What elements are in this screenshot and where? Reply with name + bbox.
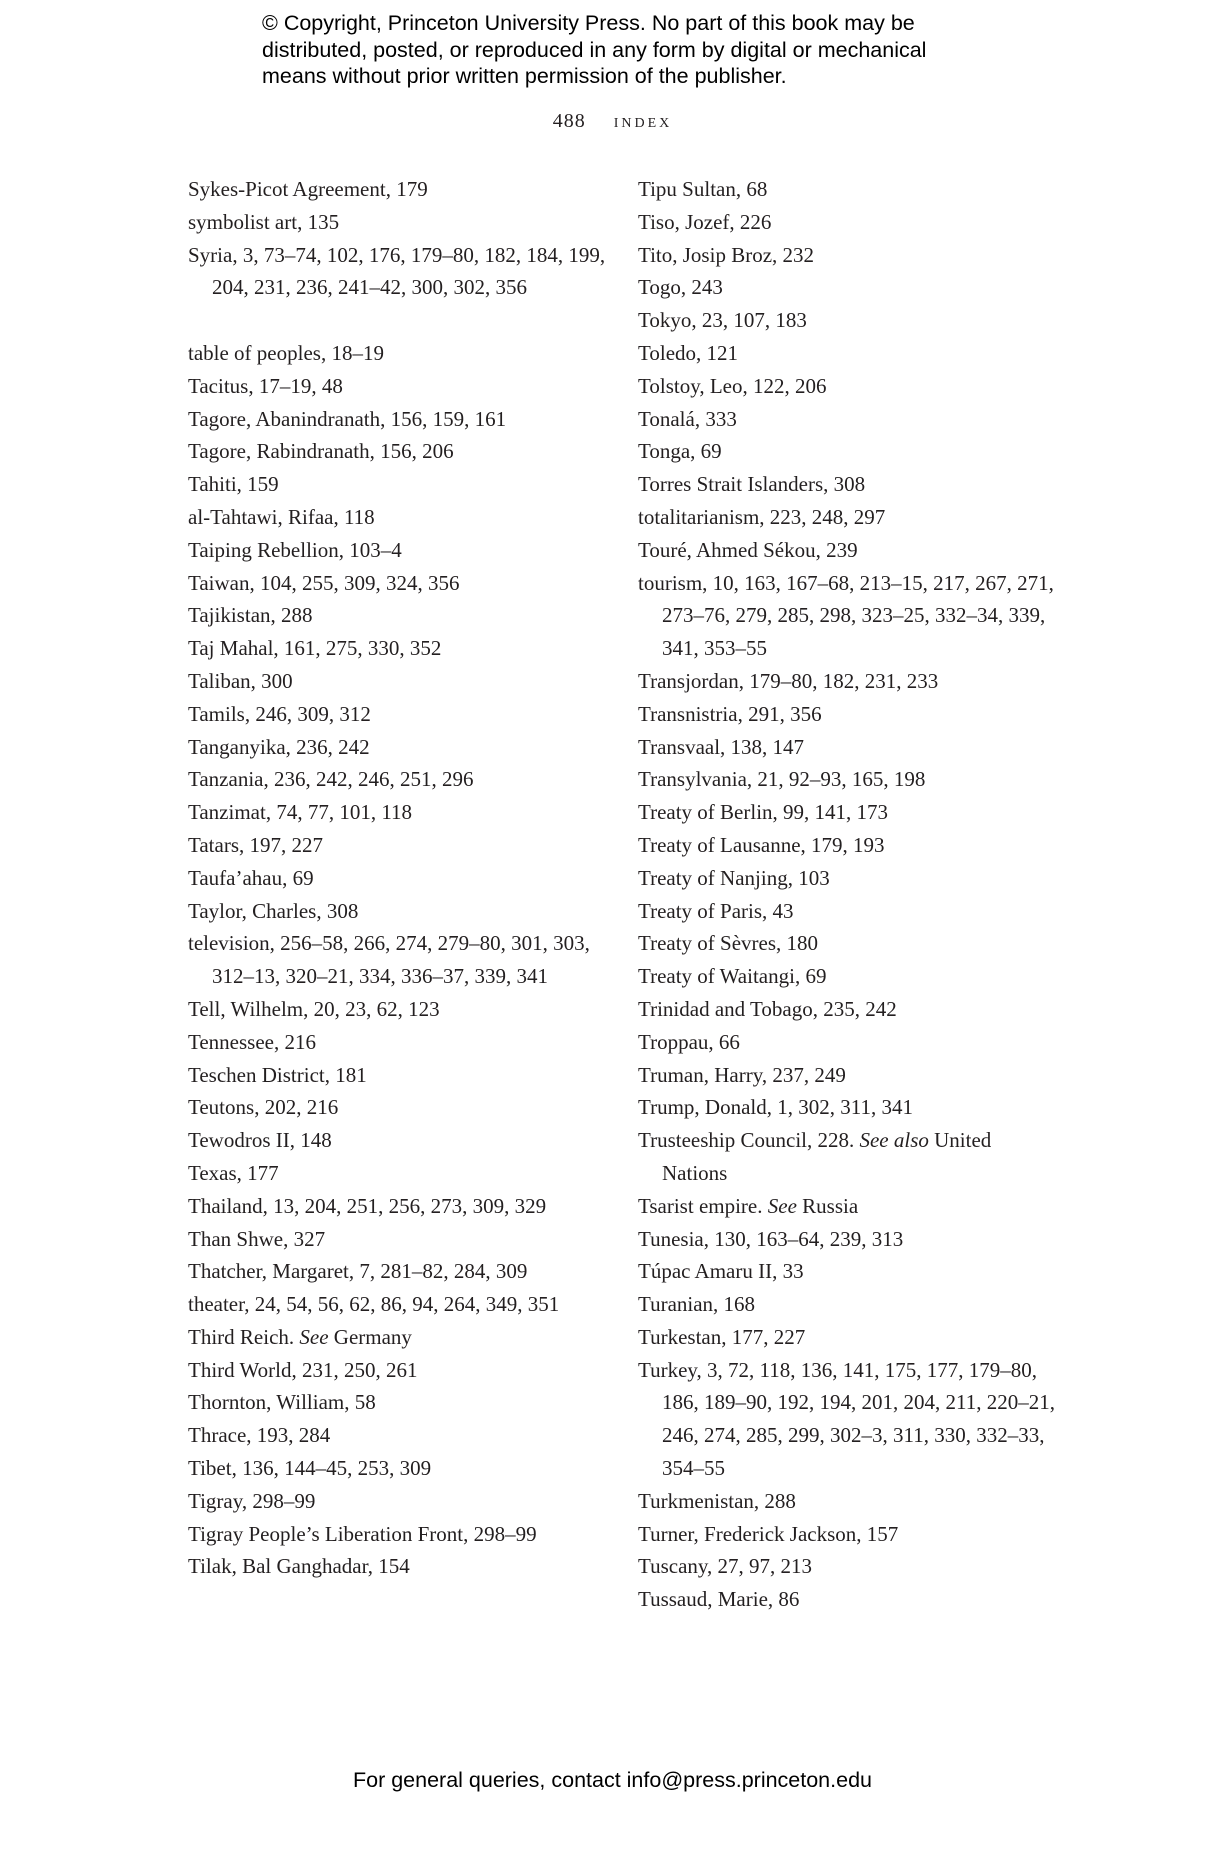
index-entry-text: Teutons, 202, 216 bbox=[188, 1095, 339, 1120]
index-entry-text: Thatcher, Margaret, 7, 281–82, 284, 309 bbox=[188, 1259, 528, 1284]
index-entry-text: al-Tahtawi, Rifaa, 118 bbox=[188, 504, 375, 529]
index-entry bbox=[638, 567, 1058, 665]
index-entry bbox=[188, 1419, 618, 1452]
index-entry bbox=[188, 173, 618, 206]
index-column-right bbox=[638, 173, 1058, 1616]
index-entry-text: Transvaal, 138, 147 bbox=[638, 734, 805, 759]
index-entry-text: totalitarianism, 223, 248, 297 bbox=[638, 504, 886, 529]
index-entry bbox=[188, 1190, 618, 1223]
index-entry-text: tourism, 10, 163, 167–68, 213–15, 217, 267, 271, 273–76, 279, 285, 298, 323–25, 332–34, 339, 341, 353–55 bbox=[638, 570, 1054, 661]
index-entry-text: Texas, 177 bbox=[188, 1160, 279, 1185]
index-entry bbox=[638, 796, 1058, 829]
index-entry-text: theater, 24, 54, 56, 62, 86, 94, 264, 349, 351 bbox=[188, 1292, 560, 1317]
index-entry-text: Trump, Donald, 1, 302, 311, 341 bbox=[638, 1095, 913, 1120]
index-entry bbox=[188, 534, 618, 567]
index-entry bbox=[638, 435, 1058, 468]
index-entry bbox=[188, 435, 618, 468]
index-entry bbox=[188, 1321, 618, 1354]
index-entry-text: Tibet, 136, 144–45, 253, 309 bbox=[188, 1456, 432, 1481]
index-entry-text: Taj Mahal, 161, 275, 330, 352 bbox=[188, 636, 442, 661]
index-entry bbox=[188, 1288, 618, 1321]
index-entry-text: Tipu Sultan, 68 bbox=[638, 177, 768, 201]
index-entry bbox=[188, 468, 618, 501]
index-entry-text: Transnistria, 291, 356 bbox=[638, 701, 822, 726]
copyright-notice: © Copyright, Princeton University Press. No part of this book may be distributed, posted, or reproduced in any form by digital or mechanical means without prior written permission of the publisher. bbox=[262, 11, 927, 88]
page-number: 488 bbox=[552, 110, 586, 132]
index-entry bbox=[188, 731, 618, 764]
index-entry bbox=[638, 1321, 1058, 1354]
index-entry bbox=[188, 829, 618, 862]
index-entry-text: Third Reich. bbox=[188, 1324, 300, 1349]
index-entry-text: Syria, 3, 73–74, 102, 176, 179–80, 182, 184, 199, 204, 231, 236, 241–42, 300, 302, 356 bbox=[188, 242, 606, 300]
index-entry bbox=[188, 370, 618, 403]
index-entry-text: symbolist art, 135 bbox=[188, 209, 340, 234]
cross-reference-label: See bbox=[299, 1324, 329, 1349]
index-entry bbox=[188, 1124, 618, 1157]
index-entry-text: Tennessee, 216 bbox=[188, 1029, 316, 1054]
index-entry-text: Tahiti, 159 bbox=[188, 472, 279, 497]
index-entry-text: Treaty of Lausanne, 179, 193 bbox=[638, 832, 885, 857]
index-entry bbox=[638, 534, 1058, 567]
index-entry-text: Trusteeship Council, 228. bbox=[638, 1128, 860, 1153]
index-entry bbox=[188, 1059, 618, 1092]
index-entry-text: Taylor, Charles, 308 bbox=[188, 898, 359, 923]
index-entry-text: Tanzania, 236, 242, 246, 251, 296 bbox=[188, 767, 474, 792]
index-entry-text: Tolstoy, Leo, 122, 206 bbox=[638, 373, 827, 398]
index-entry bbox=[638, 960, 1058, 993]
index-entry bbox=[638, 829, 1058, 862]
index-entry-text: Touré, Ahmed Sékou, 239 bbox=[638, 537, 858, 562]
index-entry-text: Thailand, 13, 204, 251, 256, 273, 309, 329 bbox=[188, 1193, 547, 1218]
index-entry bbox=[638, 731, 1058, 764]
index-entry-text: Tilak, Bal Ganghadar, 154 bbox=[188, 1554, 410, 1579]
index-entry bbox=[638, 1091, 1058, 1124]
index-entry-text: Transjordan, 179–80, 182, 231, 233 bbox=[638, 668, 939, 693]
index-entry bbox=[188, 895, 618, 928]
index-entry bbox=[638, 1124, 1058, 1190]
index-entry-text: Tigray, 298–99 bbox=[188, 1488, 316, 1513]
index-entry bbox=[638, 1190, 1058, 1223]
index-entry bbox=[638, 370, 1058, 403]
index-entry-text: Togo, 243 bbox=[638, 275, 723, 300]
index-entry bbox=[188, 1223, 618, 1256]
index-entry bbox=[188, 927, 618, 993]
index-entry bbox=[188, 1518, 618, 1551]
index-entry-text: Tagore, Rabindranath, 156, 206 bbox=[188, 439, 454, 464]
index-entry-text: Tanganyika, 236, 242 bbox=[188, 734, 370, 759]
index-entry bbox=[638, 304, 1058, 337]
index-entry bbox=[638, 173, 1058, 206]
index-entry-text: Tanzimat, 74, 77, 101, 118 bbox=[188, 800, 413, 825]
index-entry-text: Tigray People’s Liberation Front, 298–99 bbox=[188, 1521, 537, 1546]
section-title: index bbox=[613, 110, 673, 132]
index-entry-text: television, 256–58, 266, 274, 279–80, 301, 303, 312–13, 320–21, 334, 336–37, 339, 341 bbox=[188, 931, 590, 989]
index-entry-text: Teschen District, 181 bbox=[188, 1062, 367, 1087]
index-entry bbox=[638, 895, 1058, 928]
index-entry-text: Taliban, 300 bbox=[188, 668, 293, 693]
index-entry-text: Treaty of Paris, 43 bbox=[638, 898, 794, 923]
index-entry-text: Tagore, Abanindranath, 156, 159, 161 bbox=[188, 406, 507, 431]
index-entry bbox=[638, 1354, 1058, 1485]
index-entry-text: Taufa’ahau, 69 bbox=[188, 865, 314, 890]
index-entry bbox=[188, 501, 618, 534]
index-entry-text: Tonga, 69 bbox=[638, 439, 722, 464]
index-entry-text: Treaty of Sèvres, 180 bbox=[638, 931, 819, 956]
index-column-left bbox=[188, 173, 618, 1583]
index-entry bbox=[638, 1485, 1058, 1518]
index-entry-text: Tito, Josip Broz, 232 bbox=[638, 242, 815, 267]
index-entry-text: Truman, Harry, 237, 249 bbox=[638, 1062, 846, 1087]
index-entry-text: Taiwan, 104, 255, 309, 324, 356 bbox=[188, 570, 460, 595]
index-entry bbox=[638, 862, 1058, 895]
index-entry-text: Treaty of Waitangi, 69 bbox=[638, 964, 827, 989]
index-entry-text: Sykes-Picot Agreement, 179 bbox=[188, 177, 428, 201]
index-entry-text: Tatars, 197, 227 bbox=[188, 832, 324, 857]
index-entry bbox=[188, 599, 618, 632]
index-entry bbox=[188, 796, 618, 829]
index-entry bbox=[638, 1583, 1058, 1616]
index-entry bbox=[638, 337, 1058, 370]
index-entry bbox=[638, 468, 1058, 501]
index-entry bbox=[638, 1288, 1058, 1321]
index-entry bbox=[188, 206, 618, 239]
index-entry bbox=[188, 403, 618, 436]
index-entry bbox=[188, 665, 618, 698]
index-entry-text: Turanian, 168 bbox=[638, 1292, 756, 1317]
index-entry bbox=[188, 1485, 618, 1518]
running-header bbox=[0, 110, 1225, 133]
index-entry-text: Troppau, 66 bbox=[638, 1029, 740, 1054]
index-entry bbox=[188, 567, 618, 600]
index-entry bbox=[188, 337, 618, 370]
index-entry-text: Turkestan, 177, 227 bbox=[638, 1324, 806, 1349]
cross-reference-label: See bbox=[767, 1193, 797, 1218]
index-entry bbox=[638, 1518, 1058, 1551]
index-entry-text: Tacitus, 17–19, 48 bbox=[188, 373, 343, 398]
index-entry bbox=[638, 1059, 1058, 1092]
index-entry bbox=[638, 239, 1058, 272]
index-entry-text: table of peoples, 18–19 bbox=[188, 340, 384, 365]
index-entry bbox=[188, 1091, 618, 1124]
index-entry bbox=[638, 403, 1058, 436]
index-entry bbox=[638, 993, 1058, 1026]
index-entry bbox=[188, 632, 618, 665]
index-entry bbox=[638, 698, 1058, 731]
index-entry-text: Tewodros II, 148 bbox=[188, 1128, 332, 1153]
cross-reference-target: United Nations bbox=[662, 1128, 992, 1185]
index-entry-text: Tonalá, 333 bbox=[638, 406, 737, 431]
index-entry-text: Tell, Wilhelm, 20, 23, 62, 123 bbox=[188, 996, 440, 1021]
index-entry-text: Tunesia, 130, 163–64, 239, 313 bbox=[638, 1226, 904, 1251]
index-entry-text: Torres Strait Islanders, 308 bbox=[638, 472, 866, 497]
index-entry bbox=[188, 239, 618, 305]
index-entry bbox=[638, 763, 1058, 796]
index-entry bbox=[638, 927, 1058, 960]
index-entry-text: Tajikistan, 288 bbox=[188, 603, 313, 628]
cross-reference-label: See also bbox=[859, 1128, 929, 1153]
index-entry-text: Tiso, Jozef, 226 bbox=[638, 209, 772, 234]
index-entry bbox=[638, 501, 1058, 534]
index-entry-text: Treaty of Nanjing, 103 bbox=[638, 865, 830, 890]
index-entry bbox=[188, 698, 618, 731]
index-entry-text: Tussaud, Marie, 86 bbox=[638, 1587, 800, 1612]
index-entry bbox=[188, 1550, 618, 1583]
index-entry-text: Tsarist empire. bbox=[638, 1193, 768, 1218]
index-entry-text: Túpac Amaru II, 33 bbox=[638, 1259, 804, 1284]
index-entry-text: Transylvania, 21, 92–93, 165, 198 bbox=[638, 767, 926, 792]
index-entry bbox=[188, 1452, 618, 1485]
index-entry-text: Thornton, William, 58 bbox=[188, 1390, 376, 1415]
index-entry-text: Toledo, 121 bbox=[638, 340, 739, 365]
cross-reference-target: Germany bbox=[328, 1324, 412, 1349]
index-entry bbox=[638, 271, 1058, 304]
index-entry bbox=[638, 665, 1058, 698]
index-entry-text: Tamils, 246, 309, 312 bbox=[188, 701, 371, 726]
index-entry bbox=[188, 1386, 618, 1419]
index-entry bbox=[188, 1157, 618, 1190]
index-entry bbox=[638, 1223, 1058, 1256]
index-entry bbox=[188, 1255, 618, 1288]
footer-contact: For general queries, contact info@press.princeton.edu bbox=[352, 1768, 872, 1792]
index-entry-text: Turkmenistan, 288 bbox=[638, 1488, 796, 1513]
index-entry bbox=[638, 206, 1058, 239]
index-entry bbox=[638, 1026, 1058, 1059]
index-entry-text: Treaty of Berlin, 99, 141, 173 bbox=[638, 800, 889, 825]
index-entry bbox=[188, 1354, 618, 1387]
index-entry bbox=[188, 763, 618, 796]
index-entry-text: Turner, Frederick Jackson, 157 bbox=[638, 1521, 899, 1546]
index-entry-text: Tokyo, 23, 107, 183 bbox=[638, 308, 807, 333]
index-entry bbox=[638, 1550, 1058, 1583]
index-entry bbox=[188, 1026, 618, 1059]
index-entry bbox=[188, 862, 618, 895]
index-entry-text: Than Shwe, 327 bbox=[188, 1226, 326, 1251]
index-entry-text: Tuscany, 27, 97, 213 bbox=[638, 1554, 813, 1579]
index-entry-text: Trinidad and Tobago, 235, 242 bbox=[638, 996, 897, 1021]
index-entry-text: Taiping Rebellion, 103–4 bbox=[188, 537, 402, 562]
index-entry-text: Thrace, 193, 284 bbox=[188, 1423, 331, 1448]
index-entry-text: Turkey, 3, 72, 118, 136, 141, 175, 177, 179–80, 186, 189–90, 192, 194, 201, 204, 211, 220–21, 246, 274, 285, 299, 302–3, 311, 330, 332–33, 354–55 bbox=[638, 1357, 1055, 1481]
cross-reference-target: Russia bbox=[796, 1193, 859, 1218]
index-entry-text: Third World, 231, 250, 261 bbox=[188, 1357, 418, 1382]
index-entry bbox=[188, 993, 618, 1026]
index-entry bbox=[638, 1255, 1058, 1288]
